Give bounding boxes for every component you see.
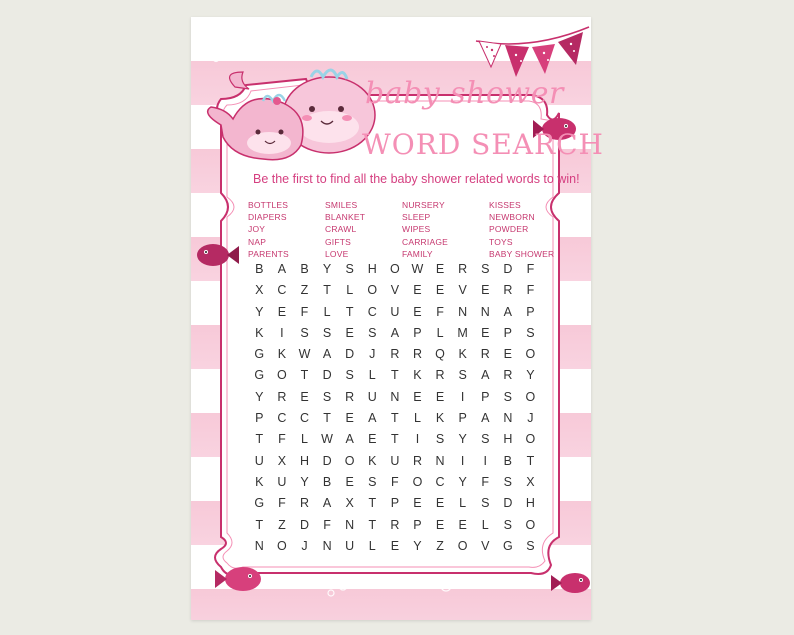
- grid-letter: V: [458, 283, 467, 298]
- grid-letter: D: [345, 347, 355, 362]
- word-item: NEWBORN: [489, 212, 535, 223]
- title-line-2: WORD SEARCH: [362, 128, 604, 161]
- grid-letter: D: [503, 496, 513, 511]
- grid-letter: E: [435, 262, 445, 276]
- word-item: BABY SHOWER: [489, 248, 555, 259]
- word-column: [402, 199, 489, 260]
- grid-letter: R: [345, 389, 355, 404]
- grid-letter: U: [390, 453, 400, 468]
- grid-letter: F: [300, 304, 309, 319]
- word-item: JOY: [248, 224, 266, 235]
- grid-letter: O: [277, 538, 287, 553]
- grid-letter: T: [255, 432, 264, 447]
- word-item: NAP: [248, 236, 267, 247]
- fish-decoration-bottom-left: [215, 567, 261, 591]
- grid-letter: D: [322, 453, 332, 468]
- grid-letter: P: [390, 496, 400, 511]
- grid-letter: F: [391, 474, 399, 489]
- word-item: SLEEP: [402, 212, 431, 223]
- grid-letter: W: [321, 432, 333, 447]
- grid-letter: R: [299, 496, 309, 511]
- grid-letter: A: [481, 411, 490, 426]
- grid-letter: Y: [255, 389, 264, 404]
- grid-letter: T: [255, 517, 264, 532]
- grid-letter: X: [255, 283, 264, 298]
- grid-letter: K: [435, 411, 445, 426]
- grid-letter: T: [368, 517, 377, 532]
- grid-letter: P: [526, 304, 535, 319]
- grid-letter: I: [460, 453, 465, 468]
- grid-letter: L: [346, 283, 354, 298]
- word-item: WIPES: [402, 224, 431, 235]
- grid-letter: N: [254, 538, 264, 553]
- grid-letter: J: [301, 538, 308, 553]
- grid-letter: S: [526, 325, 535, 340]
- grid-letter: E: [458, 517, 467, 532]
- grid-letter: N: [435, 453, 445, 468]
- word-item: BOTTLES: [248, 200, 289, 210]
- word-item: DIAPERS: [248, 212, 287, 223]
- grid-letter: R: [503, 283, 513, 298]
- grid-letter: E: [345, 474, 354, 489]
- grid-letter: G: [502, 538, 513, 553]
- grid-letter: Y: [458, 432, 467, 447]
- word-item: NURSERY: [402, 200, 445, 210]
- grid-letter: P: [413, 517, 422, 532]
- grid-letter: L: [301, 432, 308, 447]
- grid-letter: C: [367, 304, 377, 319]
- grid-letter: H: [525, 496, 535, 511]
- grid-letter: B: [322, 474, 332, 489]
- grid-letter: E: [413, 283, 422, 298]
- grid-letter: T: [323, 411, 331, 426]
- grid-letter: E: [413, 304, 422, 319]
- grid-letter: T: [391, 432, 399, 447]
- word-column: [325, 199, 402, 260]
- grid-letter: O: [412, 474, 423, 489]
- grid-letter: E: [413, 496, 422, 511]
- grid-letter: E: [345, 325, 354, 340]
- grid-letter: K: [458, 347, 467, 362]
- word-item: POWDER: [489, 224, 529, 235]
- grid-letter: P: [481, 389, 490, 404]
- grid-letter: I: [483, 453, 487, 468]
- grid-letter: G: [254, 347, 265, 362]
- grid-letter: Y: [413, 538, 422, 553]
- grid-letter: S: [526, 538, 535, 553]
- grid-letter: E: [277, 304, 287, 319]
- grid-letter: N: [503, 411, 513, 426]
- grid-letter: C: [277, 411, 287, 426]
- grid-letter: Z: [436, 538, 444, 553]
- grid-letter: V: [390, 283, 400, 298]
- grid-letter: E: [435, 496, 445, 511]
- grid-letter: Y: [255, 304, 264, 319]
- grid-letter: A: [277, 262, 287, 276]
- grid-letter: A: [503, 304, 512, 319]
- grid-letter: S: [345, 262, 354, 276]
- grid-letter: T: [368, 496, 377, 511]
- grid-letter: T: [323, 283, 331, 298]
- grid-letter: N: [480, 304, 490, 319]
- grid-letter: L: [323, 304, 331, 319]
- grid-letter: R: [435, 368, 445, 383]
- grid-letter: E: [368, 432, 377, 447]
- grid-letter: N: [390, 389, 400, 404]
- grid-letter: R: [390, 347, 400, 362]
- grid-letter: S: [300, 325, 309, 340]
- grid-letter: I: [460, 389, 465, 404]
- grid-letter: E: [390, 538, 400, 553]
- grid-letter: O: [277, 368, 287, 383]
- grid-letter: K: [413, 368, 422, 383]
- grid-letter: X: [345, 496, 354, 511]
- grid-letter: S: [435, 432, 445, 447]
- grid-letter: E: [481, 325, 490, 340]
- grid-letter: C: [277, 283, 287, 298]
- grid-letter: A: [368, 411, 377, 426]
- grid-letter: Y: [458, 474, 467, 489]
- word-list: [248, 199, 555, 260]
- grid-letter: Y: [322, 262, 332, 276]
- grid-letter: R: [412, 453, 422, 468]
- grid-letter: N: [345, 517, 355, 532]
- grid-letter: L: [413, 411, 421, 426]
- grid-letter: S: [481, 262, 490, 276]
- grid-letter: J: [369, 347, 376, 362]
- grid-letter: Z: [278, 517, 286, 532]
- grid-letter: K: [255, 474, 264, 489]
- grid-letter: T: [526, 453, 535, 468]
- grid-letter: F: [481, 474, 490, 489]
- grid-letter: E: [435, 389, 445, 404]
- grid-letter: S: [481, 432, 490, 447]
- grid-letter: R: [458, 262, 468, 276]
- grid-letter: I: [415, 432, 420, 447]
- grid-letter: B: [255, 262, 264, 276]
- letter-grid: [248, 262, 542, 560]
- grid-letter: R: [503, 368, 513, 383]
- word-item: TOYS: [489, 236, 513, 247]
- grid-letter: Q: [435, 347, 445, 362]
- grid-letter: R: [412, 347, 422, 362]
- grid-letter: S: [368, 474, 377, 489]
- grid-letter: E: [435, 517, 445, 532]
- grid-letter: F: [436, 304, 444, 319]
- grid-letter: L: [368, 538, 376, 553]
- grid-letter: E: [481, 283, 490, 298]
- grid-letter: T: [391, 368, 399, 383]
- grid-letter: K: [368, 453, 377, 468]
- grid-letter: T: [345, 304, 354, 319]
- word-item: SMILES: [325, 200, 358, 210]
- grid-letter: S: [322, 325, 332, 340]
- grid-letter: P: [413, 325, 422, 340]
- grid-letter: K: [277, 347, 287, 362]
- grid-letter: S: [503, 389, 512, 404]
- grid-letter: S: [345, 368, 354, 383]
- grid-letter: D: [322, 368, 332, 383]
- grid-letter: F: [323, 517, 331, 532]
- grid-letter: S: [503, 474, 512, 489]
- bunting-decoration: [476, 27, 589, 77]
- grid-letter: F: [526, 262, 535, 276]
- grid-letter: E: [345, 411, 354, 426]
- grid-letter: C: [299, 411, 309, 426]
- instructions-text: Be the first to find all the baby shower related words to win!: [253, 172, 580, 186]
- grid-letter: L: [436, 325, 444, 340]
- title-line-1: baby shower: [365, 76, 564, 111]
- grid-letter: A: [322, 347, 332, 362]
- grid-letter: U: [390, 304, 400, 319]
- grid-letter: U: [254, 453, 264, 468]
- grid-letter: U: [345, 538, 355, 553]
- word-item: BLANKET: [325, 212, 366, 223]
- grid-letter: C: [435, 474, 445, 489]
- word-column: [248, 199, 325, 260]
- grid-letter: L: [481, 517, 489, 532]
- grid-letter: E: [300, 389, 309, 404]
- word-item: FAMILY: [402, 248, 433, 259]
- grid-letter: Y: [300, 474, 309, 489]
- grid-letter: F: [278, 432, 286, 447]
- grid-letter: H: [367, 262, 377, 276]
- word-column: [489, 199, 559, 260]
- grid-letter: P: [255, 411, 264, 426]
- word-item: GIFTS: [325, 236, 352, 247]
- grid-letter: Y: [526, 368, 535, 383]
- grid-letter: G: [254, 368, 265, 383]
- grid-letter: S: [503, 517, 512, 532]
- grid-letter: A: [390, 325, 400, 340]
- grid-letter: R: [277, 389, 287, 404]
- word-item: CRAWL: [325, 224, 357, 235]
- grid-letter: O: [525, 347, 536, 362]
- grid-letter: U: [367, 389, 377, 404]
- grid-letter: H: [299, 453, 309, 468]
- word-item: PARENTS: [248, 248, 289, 259]
- grid-letter: E: [435, 283, 445, 298]
- word-item: CARRIAGE: [402, 236, 448, 247]
- grid-letter: I: [280, 325, 284, 340]
- grid-letter: W: [411, 262, 424, 276]
- grid-letter: P: [503, 325, 512, 340]
- grid-letter: K: [255, 325, 264, 340]
- grid-letter: L: [459, 496, 467, 511]
- grid-letter: R: [480, 347, 490, 362]
- grid-letter: T: [300, 368, 309, 383]
- grid-letter: J: [527, 411, 534, 426]
- grid-letter: D: [299, 517, 309, 532]
- grid-letter: O: [457, 538, 468, 553]
- word-item: LOVE: [325, 248, 349, 259]
- grid-letter: O: [525, 389, 536, 404]
- grid-letter: N: [322, 538, 332, 553]
- grid-letter: F: [278, 496, 286, 511]
- grid-letter: A: [345, 432, 354, 447]
- grid-letter: A: [322, 496, 332, 511]
- grid-letter: U: [277, 474, 287, 489]
- grid-letter: B: [300, 262, 309, 276]
- grid-letter: P: [458, 411, 467, 426]
- word-item: KISSES: [489, 200, 521, 210]
- grid-letter: A: [481, 368, 490, 383]
- fish-decoration-bottom-right: [551, 573, 590, 593]
- grid-letter: D: [503, 262, 513, 276]
- grid-letter: T: [391, 411, 399, 426]
- grid-letter: N: [458, 304, 468, 319]
- grid-letter: S: [481, 496, 490, 511]
- grid-letter: O: [525, 517, 536, 532]
- grid-letter: O: [367, 283, 378, 298]
- grid-letter: O: [344, 453, 355, 468]
- grid-letter: E: [413, 389, 422, 404]
- grid-letter: X: [526, 474, 535, 489]
- grid-letter: R: [390, 517, 400, 532]
- grid-letter: W: [298, 347, 311, 362]
- grid-letter: S: [368, 325, 377, 340]
- grid-letter: G: [254, 496, 265, 511]
- grid-letter: O: [525, 432, 536, 447]
- grid-letter: E: [503, 347, 512, 362]
- grid-letter: M: [457, 325, 468, 340]
- grid-letter: Z: [300, 283, 309, 298]
- grid-letter: B: [503, 453, 512, 468]
- grid-letter: L: [368, 368, 376, 383]
- grid-letter: X: [277, 453, 287, 468]
- grid-letter: S: [458, 368, 467, 383]
- grid-letter: F: [526, 283, 535, 298]
- grid-letter: V: [481, 538, 490, 553]
- grid-letter: S: [322, 389, 332, 404]
- grid-letter: H: [503, 432, 513, 447]
- grid-letter: O: [389, 262, 400, 276]
